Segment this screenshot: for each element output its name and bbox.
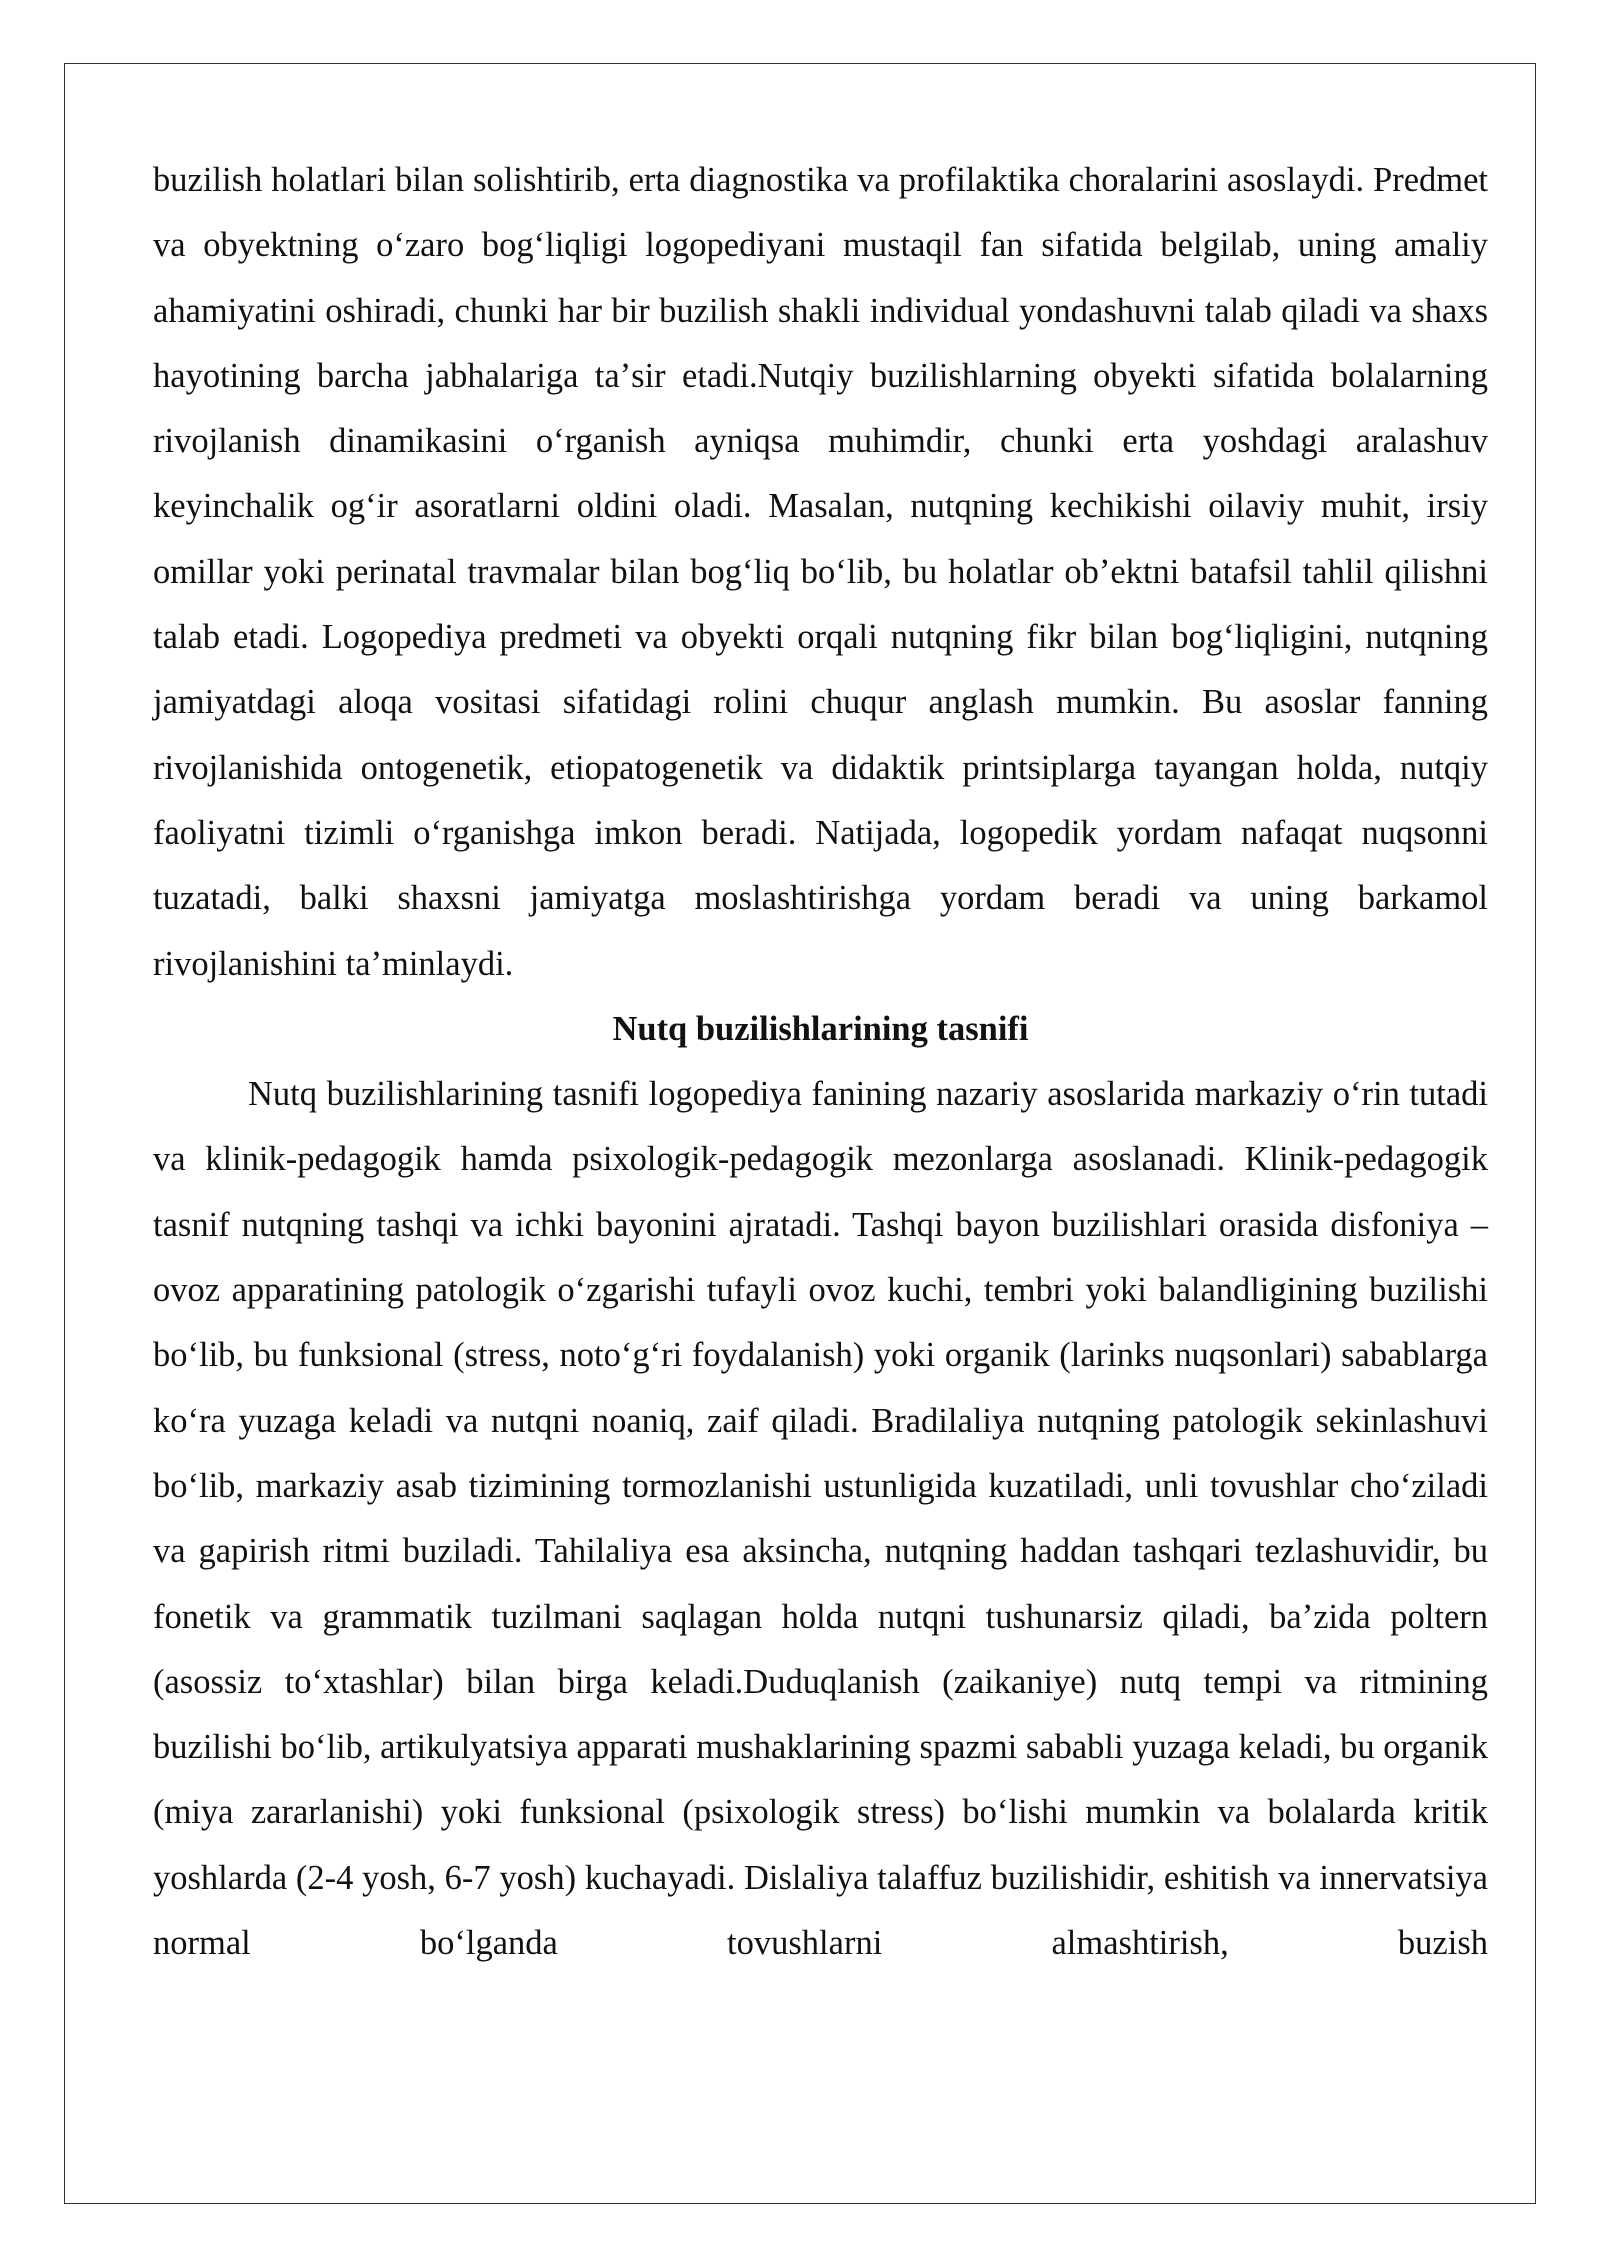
section-heading: Nutq buzilishlarining tasnifi [612, 1009, 1029, 1048]
body-paragraph: buzilish holatlari bilan solishtirib, erta diagnostika va profilaktika choralarini asoslaydi. Predmet va obyektning oʻzaro bogʻliqligi logopediyani mustaqil fan sifatida belgilab, uning amaliy ahamiyatini oshiradi, chunki har bir buzilish shakli individual yondashuvni talab qiladi va shaxs hayotining barcha jabhalariga taʼsir etadi.Nutqiy buzilishlarning obyekti sifatida bolalarning rivojlanish dinamikasini oʻrganish ayniqsa muhimdir, chunki erta yoshdagi aralashuv keyinchalik ogʻir asoratlarni oldini oladi. Masalan, nutqning kechikishi oilaviy muhit, irsiy omillar yoki perinatal travmalar bilan bogʻliq boʻlib, bu holatlar obʼektni batafsil tahlil qilishni talab etadi. Logopediya predmeti va obyekti orqali nutqning fikr bilan bogʻliqligini, nutqning jamiyatdagi aloqa vositasi sifatidagi rolini chuqur anglash mumkin. Bu asoslar fanning rivojlanishida ontogenetik, etiopatogenetik va didaktik printsiplarga tayangan holda, nutqiy faoliyatni tizimli oʻrganishga imkon beradi. Natijada, logopedik yordam nafaqat nuqsonni tuzatadi, balki shaxsni jamiyatga moslashtirishga yordam beradi va uning barkamol rivojlanishini taʼminlaydi. [153, 161, 1488, 983]
body-paragraph: Nutq buzilishlarining tasnifi logopediya fanining nazariy asoslarida markaziy oʻrin tutadi va klinik-pedagogik hamda psixologik-pedagogik mezonlarga asoslanadi. Klinik-pedagogik tasnif nutqning tashqi va ichki bayonini ajratadi. Tashqi bayon buzilishlari orasida disfoniya – ovoz apparatining patologik oʻzgarishi tufayli ovoz kuchi, tembri yoki balandligining buzilishi boʻlib, bu funksional (stress, notoʻgʻri foydalanish) yoki organik (larinks nuqsonlari) sabablarga koʻra yuzaga keladi va nutqni noaniq, zaif qiladi. Bradilaliya nutqning patologik sekinlashuvi boʻlib, markaziy asab tizimining tormozlanishi ustunligida kuzatiladi, unli tovushlar choʻziladi va gapirish ritmi buziladi. Tahilaliya esa aksincha, nutqning haddan tashqari tezlashuvidir, bu fonetik va grammatik tuzilmani saqlagan holda nutqni tushunarsiz qiladi, baʼzida poltern (asossiz toʻxtashlar) bilan birga keladi.Duduqlanish (zaikaniye) nutq tempi va ritmining buzilishi boʻlib, artikulyatsiya apparati mushaklarining spazmi sababli yuzaga keladi, bu organik (miya zararlanishi) yoki funksional (psixologik stress) boʻlishi mumkin va bolalarda kritik yoshlarda (2-4 yosh, 6-7 yosh) kuchayadi. Dislaliya talaffuz buzilishidir, eshitish va innervatsiya normal boʻlganda tovushlarni almashtirish, buzish [153, 1075, 1488, 1963]
document-body [153, 148, 1488, 1976]
